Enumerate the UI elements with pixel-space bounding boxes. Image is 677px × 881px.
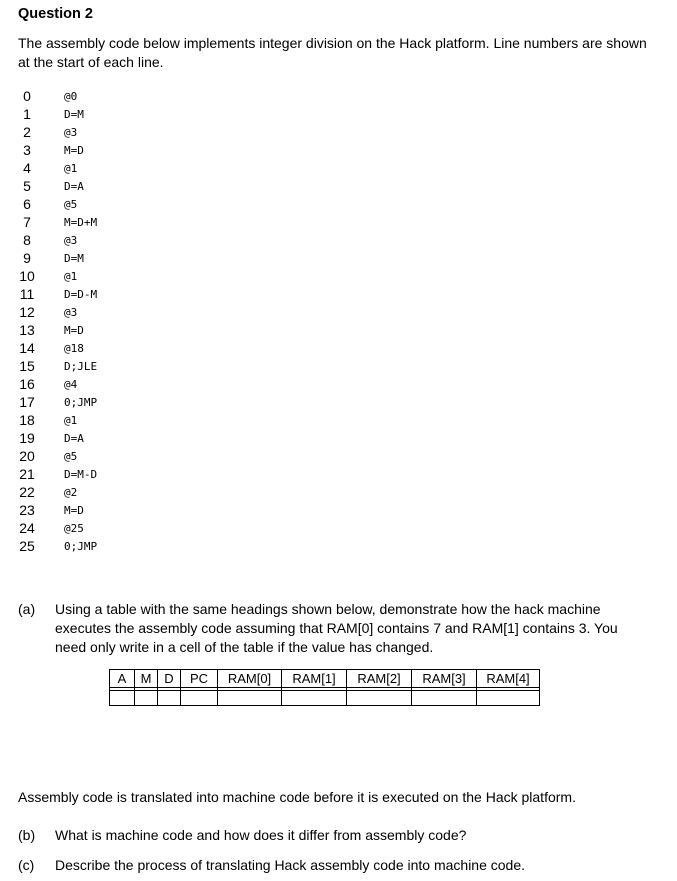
code-line <box>18 411 97 429</box>
question-intro: The assembly code below implements integer division on the Hack platform. Line numbers are shown at the start of each line. <box>18 35 647 70</box>
line-number: 3 <box>23 142 31 158</box>
assembly-code-listing <box>18 87 97 555</box>
table-cell <box>181 691 218 706</box>
code-line <box>18 123 97 141</box>
line-number: 7 <box>23 214 31 230</box>
line-number: 18 <box>19 412 35 428</box>
instruction: D;JLE <box>64 359 98 373</box>
part-c <box>18 857 525 873</box>
line-number: 11 <box>19 286 35 302</box>
instruction: @5 <box>64 197 78 211</box>
instruction: @3 <box>64 233 78 247</box>
line-number: 2 <box>23 124 31 140</box>
part-a-text: Using a table with the same headings shown below, demonstrate how the hack machine executes the assembly code assuming that RAM[0] contains 7 and RAM[1] contains 3. You need only write in a cell of the table if the value has changed. <box>55 601 618 655</box>
part-b-label: (b) <box>18 827 36 843</box>
code-line <box>18 483 97 501</box>
instruction: M=D <box>64 143 84 157</box>
line-number: 9 <box>23 250 31 266</box>
line-number: 5 <box>23 178 31 194</box>
instruction: @4 <box>64 377 78 391</box>
header-ram4: RAM[4] <box>477 670 540 688</box>
line-number: 14 <box>19 340 35 356</box>
line-number: 24 <box>19 520 35 536</box>
line-number: 20 <box>19 448 35 464</box>
line-number: 0 <box>23 88 31 104</box>
code-line <box>18 303 97 321</box>
code-line <box>18 195 97 213</box>
line-number: 13 <box>19 322 35 338</box>
code-line <box>18 249 97 267</box>
instruction: @1 <box>64 269 78 283</box>
code-line <box>18 357 97 375</box>
table-cell <box>158 691 181 706</box>
line-number: 6 <box>23 196 31 212</box>
line-number: 22 <box>19 484 35 500</box>
code-line <box>18 339 97 357</box>
table-cell <box>477 691 540 706</box>
code-line <box>18 537 97 555</box>
instruction: @18 <box>64 341 84 355</box>
line-number: 23 <box>19 502 35 518</box>
part-a <box>18 600 648 657</box>
instruction: @3 <box>64 125 78 139</box>
code-line <box>18 213 97 231</box>
code-line <box>18 375 97 393</box>
translation-note: Assembly code is translated into machine code before it is executed on the Hack platform. <box>18 789 576 805</box>
table-header-row <box>110 670 540 688</box>
part-c-label: (c) <box>18 857 35 873</box>
part-a-label: (a) <box>18 601 36 617</box>
instruction: D=A <box>64 179 84 193</box>
execution-table <box>109 669 540 706</box>
instruction: M=D+M <box>64 215 98 229</box>
table-cell <box>218 691 282 706</box>
table-row <box>110 691 540 706</box>
line-number: 15 <box>19 358 35 374</box>
code-line <box>18 519 97 537</box>
code-line <box>18 177 97 195</box>
table-cell <box>110 691 135 706</box>
code-line <box>18 429 97 447</box>
code-line <box>18 87 97 105</box>
line-number: 16 <box>19 376 35 392</box>
code-line <box>18 141 97 159</box>
header-ram3: RAM[3] <box>412 670 477 688</box>
line-number: 8 <box>23 232 31 248</box>
instruction: @25 <box>64 521 84 535</box>
code-line <box>18 321 97 339</box>
line-number: 10 <box>19 268 35 284</box>
instruction: 0;JMP <box>64 539 98 553</box>
code-line <box>18 501 97 519</box>
line-number: 1 <box>23 106 31 122</box>
instruction: @1 <box>64 161 78 175</box>
table-cell <box>347 691 412 706</box>
instruction: D=A <box>64 431 84 445</box>
header-ram1: RAM[1] <box>282 670 347 688</box>
instruction: @2 <box>64 485 78 499</box>
header-ram0: RAM[0] <box>218 670 282 688</box>
header-a: A <box>110 670 135 688</box>
part-b-text: What is machine code and how does it differ from assembly code? <box>55 827 467 843</box>
header-pc: PC <box>181 670 218 688</box>
code-line <box>18 231 97 249</box>
instruction: D=D-M <box>64 287 98 301</box>
instruction: @0 <box>64 89 78 103</box>
code-line <box>18 267 97 285</box>
code-line <box>18 447 97 465</box>
instruction: D=M-D <box>64 467 98 481</box>
instruction: M=D <box>64 503 84 517</box>
table-cell <box>282 691 347 706</box>
line-number: 21 <box>19 466 35 482</box>
instruction: @3 <box>64 305 78 319</box>
instruction: 0;JMP <box>64 395 98 409</box>
code-line <box>18 465 97 483</box>
part-b <box>18 827 466 843</box>
code-line <box>18 105 97 123</box>
header-d: D <box>158 670 181 688</box>
code-line <box>18 159 97 177</box>
table-cell <box>412 691 477 706</box>
header-m: M <box>135 670 158 688</box>
instruction: @5 <box>64 449 78 463</box>
code-line <box>18 393 97 411</box>
code-line <box>18 285 97 303</box>
question-title: Question 2 <box>18 6 93 22</box>
instruction: D=M <box>64 251 84 265</box>
instruction: M=D <box>64 323 84 337</box>
line-number: 17 <box>19 394 35 410</box>
table-cell <box>135 691 158 706</box>
instruction: @1 <box>64 413 78 427</box>
part-c-text: Describe the process of translating Hack assembly code into machine code. <box>55 857 526 873</box>
line-number: 4 <box>23 160 31 176</box>
instruction: D=M <box>64 107 84 121</box>
line-number: 12 <box>19 304 35 320</box>
line-number: 19 <box>19 430 35 446</box>
line-number: 25 <box>19 538 35 554</box>
header-ram2: RAM[2] <box>347 670 412 688</box>
